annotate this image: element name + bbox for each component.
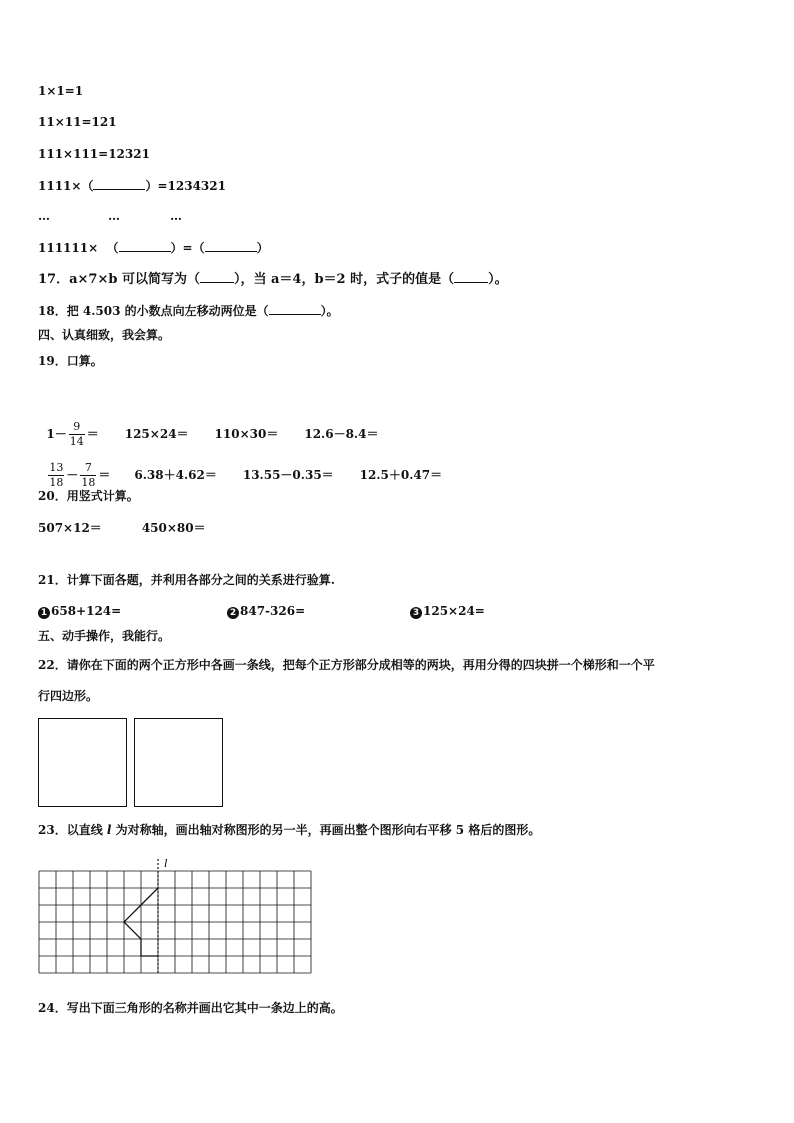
pattern-line-6 <box>38 239 269 256</box>
pattern-line-4-right: ）=1234321 <box>145 179 226 193</box>
fraction-denominator: 14 <box>69 435 84 448</box>
axis-label: l <box>164 856 168 870</box>
fraction <box>80 461 96 490</box>
q17-text-c: ）。 <box>488 272 508 287</box>
q21-item-3 <box>410 603 485 619</box>
dots-1: … <box>38 209 50 223</box>
q19-r1-item-3: 12.6－8.4＝ <box>304 427 379 441</box>
equals-sign: ＝ <box>98 468 111 482</box>
pattern-line-1: 1×1=1 <box>38 84 84 98</box>
pattern-line-6-left: 111111× （ <box>38 241 119 255</box>
fraction-numerator: 13 <box>49 461 64 474</box>
answer-blank[interactable] <box>205 239 257 252</box>
pattern-line-6-mid: ）=（ <box>170 241 205 255</box>
q19-r1-item-2: 110×30＝ <box>214 427 279 441</box>
answer-blank[interactable] <box>93 177 145 190</box>
section-5-heading: 五、动手操作，我能行。 <box>38 629 171 643</box>
q20-item-1: 507×12＝ <box>38 521 102 535</box>
pattern-line-3: 111×111=12321 <box>38 147 150 161</box>
axis-variable: l <box>106 823 112 837</box>
q19-row-2 <box>38 421 442 493</box>
q23-text-b: 为对称轴，画出轴对称图形的另一半，再画出整个图形向右平移 5 格后的图形。 <box>111 823 541 837</box>
pattern-dots <box>38 208 182 224</box>
pattern-line-6-right: ） <box>256 241 269 255</box>
q18-text-a: 18．把 4.503 的小数点向左移动两位是（ <box>38 304 269 318</box>
q23-text-a: 23．以直线 <box>38 823 107 837</box>
question-19-label: 19．口算。 <box>38 354 103 368</box>
circled-number: 2 <box>227 607 239 619</box>
question-21-label: 21．计算下面各题，并利用各部分之间的关系进行验算. <box>38 573 335 587</box>
symmetry-grid[interactable] <box>38 855 313 975</box>
q21-expr-3: 125×24= <box>423 604 485 618</box>
fraction-numerator: 9 <box>73 420 81 433</box>
question-23 <box>38 822 540 838</box>
q19-r2-item-3: 12.5＋0.47＝ <box>359 468 443 482</box>
fraction-numerator: 7 <box>84 461 92 474</box>
question-22-line-2: 行四边形。 <box>38 689 99 703</box>
q21-item-1 <box>38 603 121 619</box>
q19-r2-item-1: 6.38＋4.62＝ <box>134 468 217 482</box>
fraction <box>48 461 64 490</box>
q20-items <box>38 520 206 536</box>
q19-r1-item-1: 125×24＝ <box>124 427 189 441</box>
q17-text-a: 17．a×7×b 可以简写为（ <box>38 272 200 287</box>
q21-expr-1: 658+124= <box>51 604 122 618</box>
q21-item-2 <box>227 603 305 619</box>
pattern-line-4 <box>38 177 226 194</box>
fraction-denominator: 18 <box>81 476 96 489</box>
answer-blank[interactable] <box>454 270 488 283</box>
question-24: 24．写出下面三角形的名称并画出它其中一条边上的高。 <box>38 1001 343 1015</box>
answer-blank[interactable] <box>119 239 171 252</box>
dots-2: … <box>108 209 120 223</box>
q17-text-b: ），当 a＝4，b＝2 时，式子的值是（ <box>233 272 455 287</box>
square-2[interactable] <box>134 718 223 807</box>
answer-blank[interactable] <box>200 270 234 283</box>
answer-blank[interactable] <box>269 302 321 315</box>
q19-r1-prefix: 1－ <box>46 427 67 441</box>
question-20-label: 20．用竖式计算。 <box>38 489 139 503</box>
question-17 <box>38 270 508 288</box>
minus-sign: － <box>66 468 79 482</box>
q21-expr-2: 847-326= <box>240 604 306 618</box>
fraction-denominator: 18 <box>49 476 64 489</box>
dots-3: … <box>170 209 182 223</box>
pattern-line-4-left: 1111×（ <box>38 179 94 193</box>
pattern-line-2: 11×11=121 <box>38 115 117 129</box>
q20-item-2: 450×80＝ <box>141 521 206 535</box>
question-22-line-1: 22．请你在下面的两个正方形中各画一条线，把每个正方形部分成相等的两块，再用分得的四块拼一个梯形和一个平 <box>38 658 655 672</box>
equals-sign: ＝ <box>86 427 99 441</box>
q18-text-b: ）。 <box>320 304 339 318</box>
q19-r2-item-2: 13.55－0.35＝ <box>242 468 334 482</box>
question-18 <box>38 302 339 319</box>
section-4-heading: 四、认真细致，我会算。 <box>38 328 171 342</box>
circled-number: 3 <box>410 607 422 619</box>
square-1[interactable] <box>38 718 127 807</box>
circled-number: 1 <box>38 607 50 619</box>
